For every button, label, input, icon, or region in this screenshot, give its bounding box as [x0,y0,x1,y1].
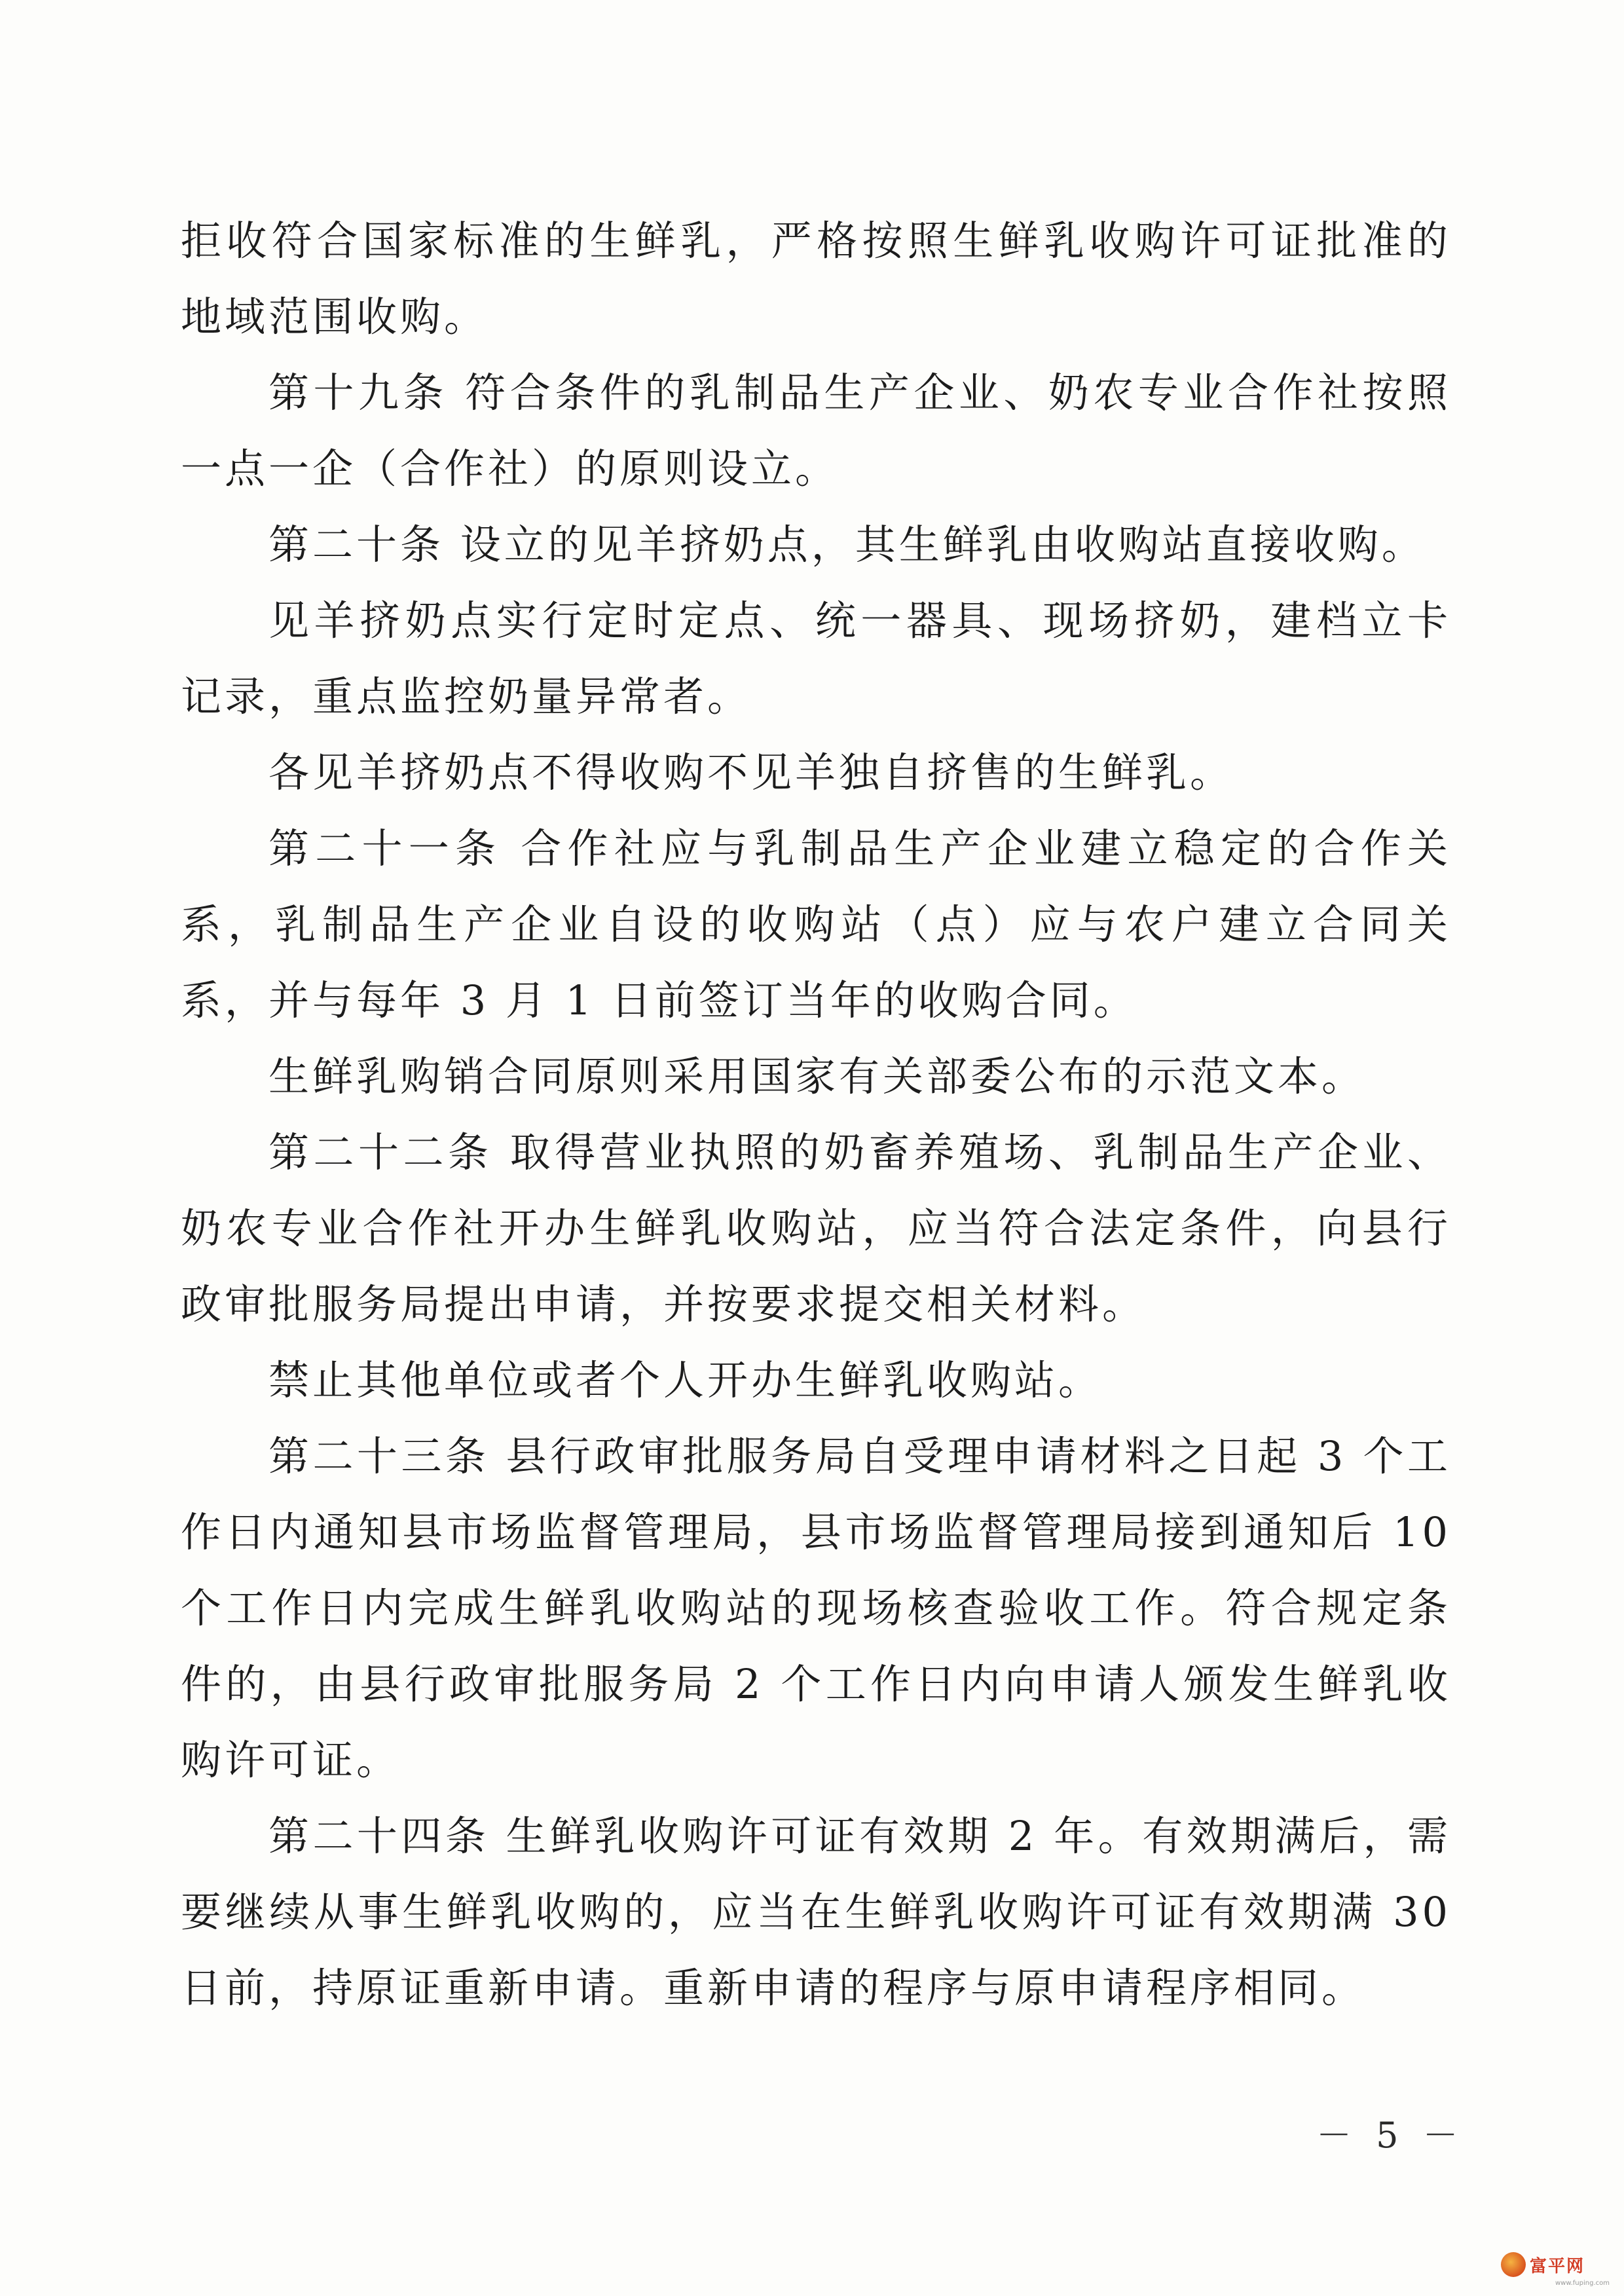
article-23: 第二十三条 县行政审批服务局自受理申请材料之日起 3 个工作日内通知县市场监督管理局，县市场监督管理局接到通知后 10 个工作日内完成生鲜乳收购站的现场核查验收工作。符合规定条件的，由县行政审批服务局 2 个工作日内向申请人颁发生鲜乳收购许可证。 [181,1432,1451,1784]
site-logo-icon [1501,2252,1526,2277]
article-22-clause-2: 禁止其他单位或者个人开办生鲜乳收购站。 [268,1356,1103,1404]
watermark-subtext: www.fuping.com [1555,2280,1610,2287]
article-20: 第二十条 设立的见羊挤奶点，其生鲜乳由收购站直接收购。 [268,521,1426,568]
article-24: 第二十四条 生鲜乳收购许可证有效期 2 年。有效期满后，需要继续从事生鲜乳收购的，应当在生鲜乳收购许可证有效期满 30 日前，持原证重新申请。重新申请的程序与原申请程序相同。 [181,1812,1451,2012]
article-20-clause-2: 见羊挤奶点实行定时定点、统一器具、现场挤奶，建档立卡记录，重点监控奶量异常者。 [181,597,1451,720]
page-number: － 5 － [1316,2115,1465,2156]
site-watermark [1501,2249,1612,2287]
article-21: 第二十一条 合作社应与乳制品生产企业建立稳定的合作关系，乳制品生产企业自设的收购站（点）应与农户建立合同关系，并与每年 3 月 1 日前签订当年的收购合同。 [181,824,1451,1024]
paragraph-continuation: 拒收符合国家标准的生鲜乳，严格按照生鲜乳收购许可证批准的地域范围收购。 [181,217,1451,341]
article-19: 第十九条 符合条件的乳制品生产企业、奶农专业合作社按照一点一企（合作社）的原则设立。 [181,369,1451,492]
article-21-clause-2: 生鲜乳购销合同原则采用国家有关部委公布的示范文本。 [268,1052,1366,1100]
article-20-clause-3: 各见羊挤奶点不得收购不见羊独自挤售的生鲜乳。 [268,749,1234,796]
article-22: 第二十二条 取得营业执照的奶畜养殖场、乳制品生产企业、奶农专业合作社开办生鲜乳收购站，应当符合法定条件，向县行政审批服务局提出申请，并按要求提交相关材料。 [181,1128,1451,1328]
watermark-text: 富平网 [1530,2256,1585,2276]
document-body [181,203,1451,2026]
